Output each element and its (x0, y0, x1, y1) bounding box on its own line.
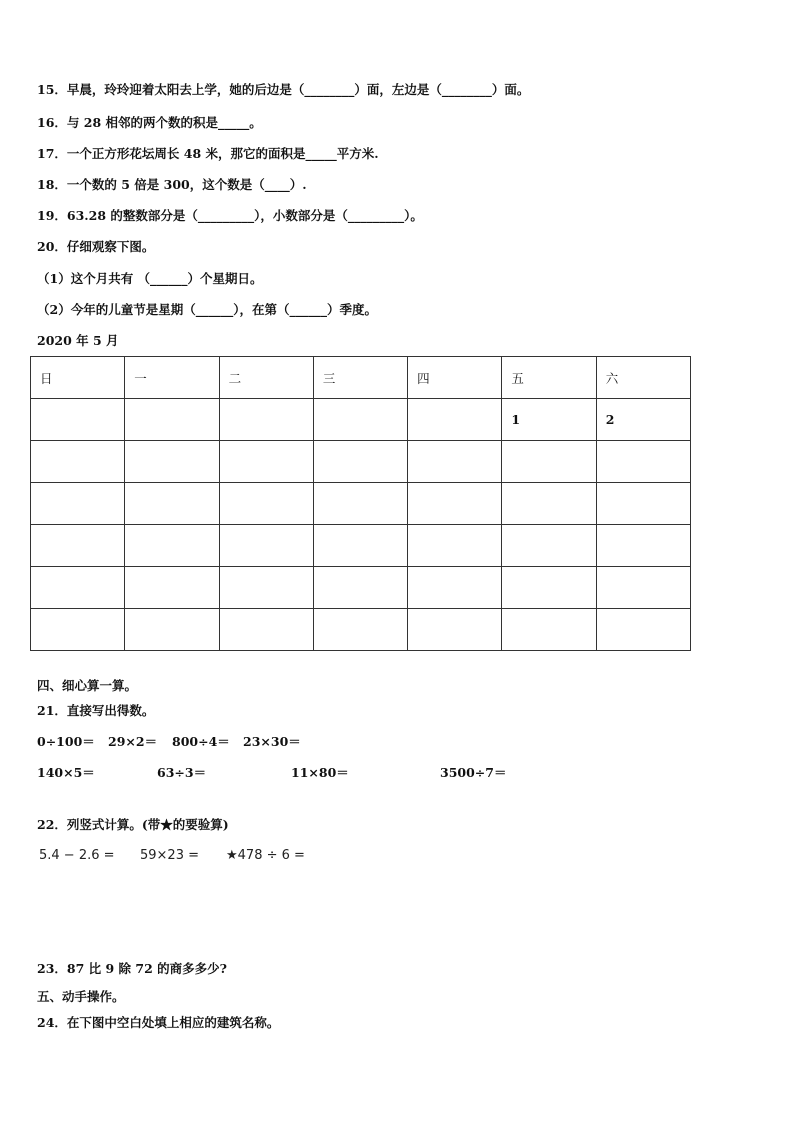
calendar-day-cell (313, 483, 407, 525)
calendar-week-row (31, 483, 691, 525)
calendar-day-cell (219, 525, 313, 567)
calendar-day-cell (219, 399, 313, 441)
calc-item: 3500÷7＝ (440, 765, 507, 780)
calendar-day-cell (31, 441, 125, 483)
calendar-day-cell (31, 525, 125, 567)
calendar-day-cell (408, 441, 502, 483)
calendar-day-cell (596, 483, 690, 525)
calendar-day-cell (219, 567, 313, 609)
question-20-part-1: （1）这个月共有 （______）个星期日。 (37, 271, 263, 286)
calendar-header-cell: 五 (502, 357, 596, 399)
calendar-day-cell (502, 441, 596, 483)
calendar-week-row (31, 399, 691, 441)
calendar-day-cell (313, 441, 407, 483)
calendar-week-row (31, 525, 691, 567)
calendar-day-cell (125, 567, 219, 609)
calendar-day-cell (596, 441, 690, 483)
calendar-header-row (31, 357, 691, 399)
calc-item: 23×30＝ (243, 734, 301, 749)
calendar-day-cell (313, 399, 407, 441)
question-23: 23．87 比 9 除 72 的商多多少? (37, 961, 227, 976)
calendar-day-cell (408, 567, 502, 609)
calendar-day-cell (596, 609, 690, 651)
calendar-week-row (31, 441, 691, 483)
calendar-day-cell (125, 399, 219, 441)
calendar-week-row (31, 609, 691, 651)
calendar-day-cell (313, 525, 407, 567)
calendar-day-cell (125, 483, 219, 525)
calc-item: 0÷100＝ (37, 734, 95, 749)
calc-item: 11×80＝ (291, 765, 349, 780)
question-24: 24．在下图中空白处填上相应的建筑名称。 (37, 1015, 280, 1030)
calendar-day-cell: 1 (502, 399, 596, 441)
question-17: 17．一个正方形花坛周长 48 米，那它的面积是_____平方米. (37, 146, 379, 161)
question-21: 21．直接写出得数。 (37, 703, 155, 718)
question-18: 18．一个数的 5 倍是 300，这个数是（____）. (37, 177, 307, 192)
calendar-day-cell (408, 483, 502, 525)
calendar-day-cell (502, 609, 596, 651)
question-19: 19．63.28 的整数部分是（_________），小数部分是（_________）。 (37, 208, 423, 223)
calendar-day-cell (408, 399, 502, 441)
calendar-day-cell (313, 609, 407, 651)
calendar-day-cell (31, 399, 125, 441)
calendar-day-cell (502, 525, 596, 567)
calendar-title: 2020 年 5 月 (37, 333, 119, 348)
calendar-day-cell (125, 609, 219, 651)
calc-item: 800÷4＝ (172, 734, 230, 749)
calendar-header-cell: 六 (596, 357, 690, 399)
calendar-day-cell (502, 567, 596, 609)
calendar-week-row (31, 567, 691, 609)
vertical-calc-item: ★478 ÷ 6 = (226, 848, 305, 863)
calendar-header-cell: 日 (31, 357, 125, 399)
calendar-day-cell: 2 (596, 399, 690, 441)
calendar-header-cell: 一 (125, 357, 219, 399)
calc-item: 63÷3＝ (157, 765, 207, 780)
calendar-day-cell (125, 525, 219, 567)
question-22: 22．列竖式计算。(带★的要验算) (37, 817, 229, 832)
vertical-calc-item: 59×23 = (140, 848, 200, 863)
calendar-day-cell (31, 567, 125, 609)
calendar-day-cell (219, 483, 313, 525)
calendar-day-cell (219, 441, 313, 483)
calendar-header-cell: 二 (219, 357, 313, 399)
question-15: 15．早晨，玲玲迎着太阳去上学，她的后边是（________）面，左边是（________）面。 (37, 82, 530, 97)
calendar-header-cell: 四 (408, 357, 502, 399)
question-20: 20．仔细观察下图。 (37, 239, 155, 254)
question-16: 16．与 28 相邻的两个数的积是_____。 (37, 115, 262, 130)
vertical-calc-item: 5.4 − 2.6 = (39, 848, 115, 863)
calendar-day-cell (31, 609, 125, 651)
calendar-day-cell (408, 525, 502, 567)
calc-item: 29×2＝ (108, 734, 158, 749)
section-5-title: 五、动手操作。 (37, 989, 125, 1004)
calendar-header-cell: 三 (313, 357, 407, 399)
calendar-table (30, 356, 691, 651)
calendar-day-cell (596, 567, 690, 609)
calendar-day-cell (408, 609, 502, 651)
calendar-day-cell (596, 525, 690, 567)
calendar-day-cell (31, 483, 125, 525)
section-4-title: 四、细心算一算。 (37, 678, 138, 693)
question-20-part-2: （2）今年的儿童节是星期（______），在第（______）季度。 (37, 302, 377, 317)
calendar-day-cell (125, 441, 219, 483)
calendar-day-cell (313, 567, 407, 609)
calendar-day-cell (219, 609, 313, 651)
calendar-day-cell (502, 483, 596, 525)
calc-item: 140×5＝ (37, 765, 95, 780)
